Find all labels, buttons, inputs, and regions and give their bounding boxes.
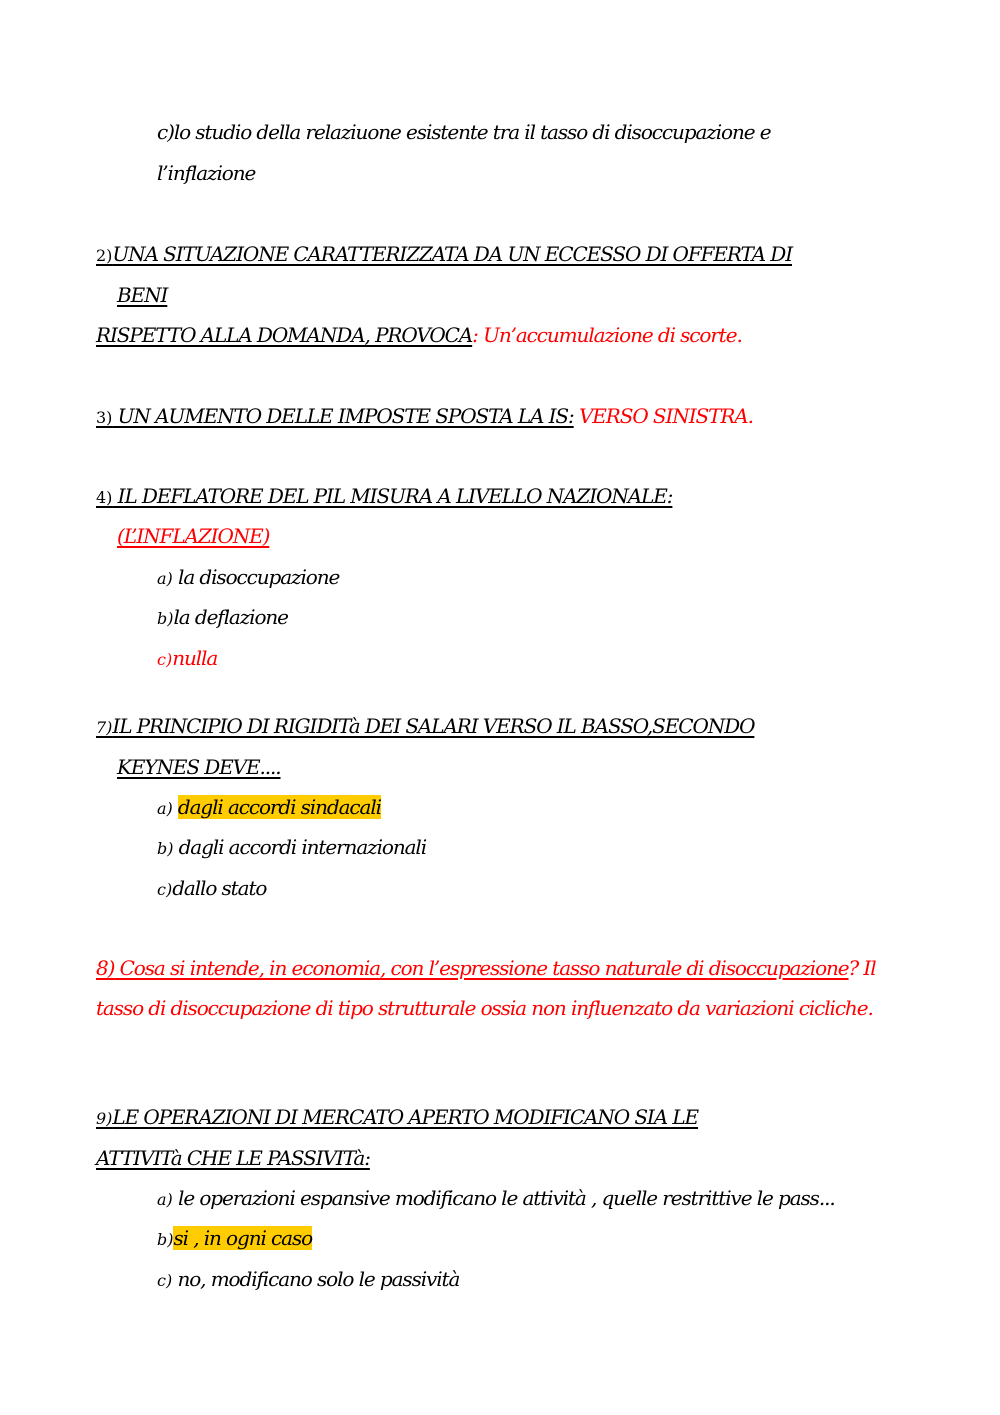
option-text: le operazioni espansive modificano le attività , quelle restrittive le pass... [172, 1186, 835, 1210]
q7-question-line1 [96, 714, 754, 738]
question-text-continued: RISPETTO ALLA DOMANDA, PROVOCA [96, 323, 473, 347]
q7-option-a [157, 795, 381, 819]
q4-option-b [157, 605, 288, 629]
answer-text-continued: tasso di disoccupazione di tipo strutturale ossia non influenzato da variazioni cicliche. [96, 996, 873, 1020]
q4-question [96, 484, 672, 508]
q2-question-line2 [117, 283, 167, 307]
question-text-body: UN AUMENTO DELLE IMPOSTE SPOSTA LA IS: [112, 404, 574, 428]
q1-option-c [157, 120, 770, 144]
question-number: 7) [96, 718, 113, 737]
q2-question-line1 [96, 242, 792, 266]
q4-answer [117, 524, 269, 548]
option-label: c) [157, 650, 173, 669]
answer-text: VERSO SINISTRA. [573, 404, 753, 428]
q2-question-line3 [96, 323, 742, 347]
option-label: a) [157, 569, 173, 588]
q9-question-line1 [96, 1105, 698, 1129]
question-text-continued: KEYNES DEVE.... [117, 755, 281, 779]
q7-option-c [157, 876, 266, 900]
option-text: dallo stato [172, 876, 267, 900]
question-text: IL PRINCIPIO DI RIGIDITà DEI SALARI VERSO IL BASSO,SECONDO [112, 714, 755, 738]
question-text: UNA SITUAZIONE CARATTERIZZATA DA UN ECCESSO DI OFFERTA DI [112, 242, 792, 266]
q8-answer [96, 996, 873, 1020]
option-text-highlighted: dagli accordi sindacali [177, 795, 381, 819]
question-text-continued: BENI [117, 283, 168, 307]
question-number: 4) [96, 488, 113, 507]
question-text: LE OPERAZIONI DI MERCATO APERTO MODIFICANO SIA LE [112, 1105, 699, 1129]
q8-question [96, 956, 876, 980]
question-text-continued: ATTIVITà CHE LE [96, 1146, 268, 1170]
question-text: Cosa si intende, in economia, con l’espressione tasso naturale di [114, 956, 709, 980]
option-text: la deflazione [173, 605, 288, 629]
option-text-continued: l’inflazione [157, 161, 256, 185]
q4-option-c [157, 646, 217, 670]
question-number: 8) [96, 956, 115, 980]
option-label: b) [157, 839, 179, 858]
option-label: a) [157, 1190, 173, 1209]
option-label: b) [157, 1230, 174, 1249]
q7-question-line2 [117, 755, 281, 779]
option-text: la disoccupazione [172, 565, 340, 589]
option-label: c) [157, 1271, 173, 1290]
q9-option-b [157, 1226, 312, 1250]
option-text: nulla [172, 646, 218, 670]
q9-option-a [157, 1186, 835, 1210]
option-text: dagli accordi internazionali [178, 835, 427, 859]
question-number: 9) [96, 1109, 113, 1128]
answer-text: : Un’accumulazione di scorte. [472, 323, 742, 347]
option-text-highlighted: si , in ogni caso [173, 1226, 313, 1250]
question-text [96, 404, 574, 428]
q1-option-c-continued [157, 161, 255, 185]
option-label: c) [157, 120, 174, 144]
option-label: a) [157, 799, 178, 818]
q7-option-b [157, 835, 426, 859]
q3-question [96, 404, 753, 428]
question-number: 3) [96, 408, 113, 427]
answer-text: ? Il [848, 956, 876, 980]
q9-option-c [157, 1267, 459, 1291]
option-text: no, modificano solo le passività [172, 1267, 460, 1291]
question-text-keyword: PASSIVITà: [267, 1146, 370, 1170]
option-label: b) [157, 609, 174, 628]
q9-question-line2 [96, 1146, 370, 1170]
option-text: lo studio della relaziuone esistente tra il tasso di disoccupazione e [173, 120, 771, 144]
question-number: 2) [96, 246, 113, 265]
question-text-keyword: disoccupazione [708, 956, 849, 980]
answer-text: (L’INFLAZIONE) [117, 524, 270, 548]
question-text: IL DEFLATORE DEL PIL MISURA A LIVELLO NAZIONALE: [112, 484, 673, 508]
q4-option-a [157, 565, 339, 589]
option-label: c) [157, 880, 173, 899]
